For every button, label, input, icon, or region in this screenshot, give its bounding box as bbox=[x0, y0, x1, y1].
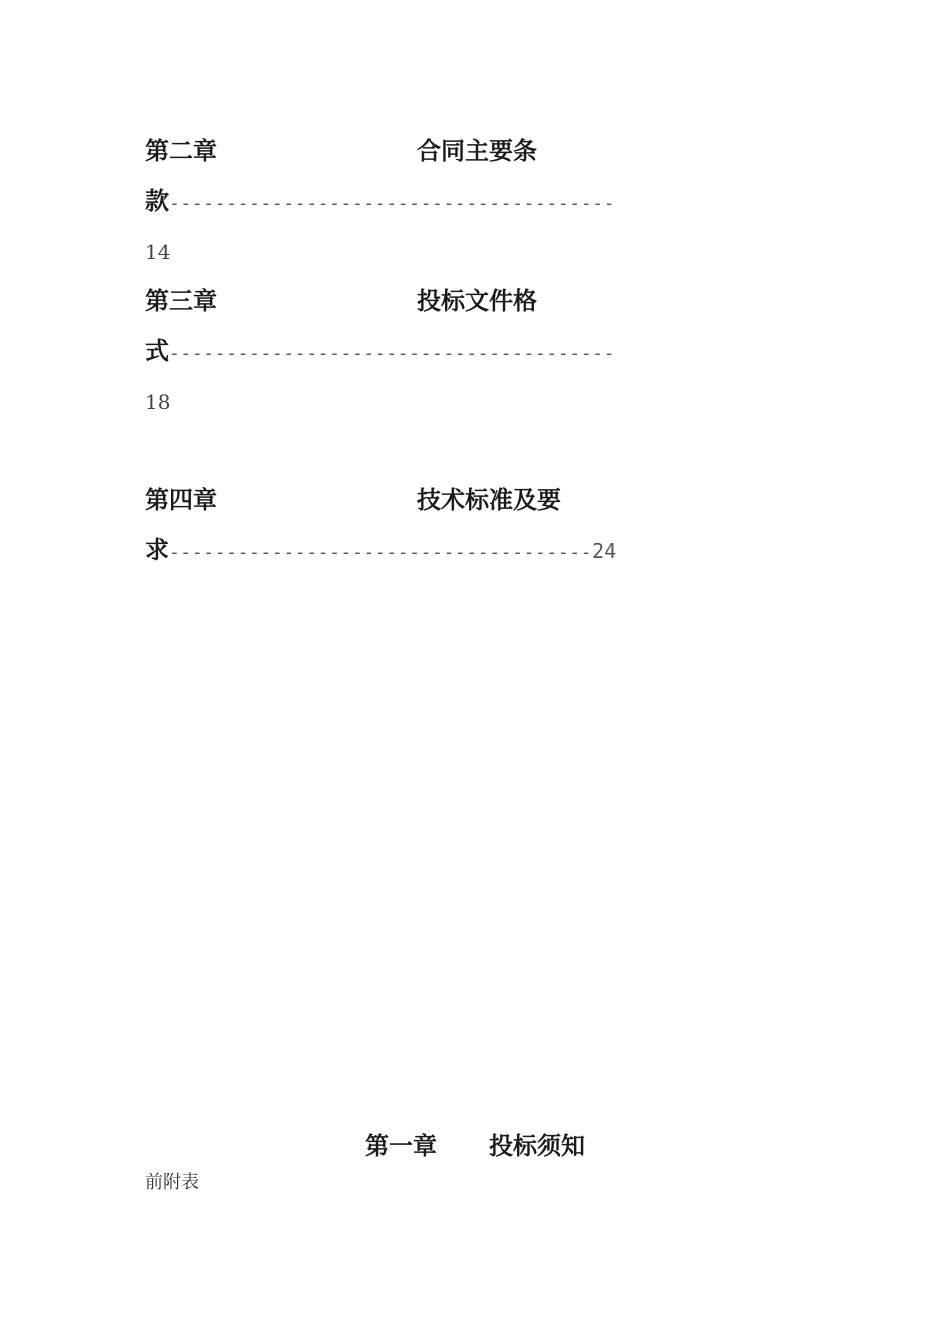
toc-page-number: 18 bbox=[145, 390, 171, 414]
toc-entry-page-line bbox=[145, 235, 170, 268]
toc-chapter-title-continued: 款 bbox=[145, 187, 169, 215]
toc-chapter-title: 技术标准及要 bbox=[417, 486, 561, 514]
section-heading bbox=[0, 1130, 950, 1162]
toc-entry-leader-line bbox=[145, 335, 615, 370]
section-sub-label: 前附表 bbox=[145, 1172, 199, 1193]
toc-entry-page-line bbox=[145, 385, 170, 418]
toc-chapter-title-continued: 式 bbox=[145, 337, 169, 365]
toc-entry-leader-line bbox=[145, 534, 616, 569]
toc-chapter-number: 第三章 bbox=[145, 287, 217, 315]
toc-chapter-title: 合同主要条 bbox=[417, 137, 537, 165]
toc-leader-dots: --------------------------------------- bbox=[169, 343, 616, 364]
toc-page-number: 14 bbox=[145, 240, 171, 264]
toc-chapter-number: 第二章 bbox=[145, 137, 217, 165]
toc-page-number: 24 bbox=[592, 539, 617, 563]
toc-chapter-title-continued: 求 bbox=[145, 536, 169, 564]
toc-chapter-title: 投标文件格 bbox=[417, 287, 537, 315]
toc-entry-heading bbox=[145, 285, 537, 317]
toc-entry-heading bbox=[145, 484, 561, 516]
toc-leader-dots: ------------------------------------- bbox=[169, 542, 593, 563]
section-title: 投标须知 bbox=[489, 1132, 585, 1160]
toc-chapter-number: 第四章 bbox=[145, 486, 217, 514]
toc-entry-leader-line bbox=[145, 185, 615, 220]
section-chapter-number: 第一章 bbox=[365, 1132, 437, 1160]
toc-leader-dots: --------------------------------------- bbox=[169, 193, 616, 214]
toc-entry-heading bbox=[145, 135, 537, 167]
